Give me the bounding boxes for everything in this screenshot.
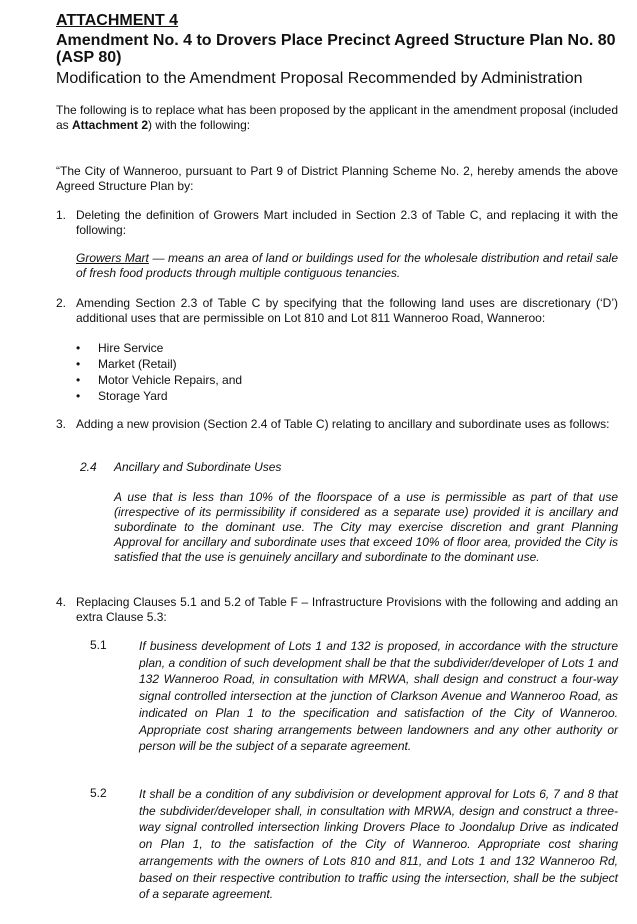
item-4-number: 4. xyxy=(56,595,67,609)
item-4-text: Replacing Clauses 5.1 and 5.2 of Table F – Infrastructure Provisions with the following and adding an extra Clause 5.3: xyxy=(76,595,618,624)
clause-5-1-text: If business development of Lots 1 and 132 is proposed, in accordance with the structure plan, a condition of such development shall be that the subdivider/developer of Lots 1 and 132 Wanneroo Road, in consultation with MRWA, shall design and construct a four-way signal controlled intersection at the junction of Clarkson Avenue and Wanneroo Road, as indicated on Plan 1 to the specification and satisfaction of the City of Wanneroo. Appropriate cost sharing arrangements between landowners and any other authority or person will be the subject of a separate agreement. xyxy=(139,639,618,754)
clause-5-2-number: 5.2 xyxy=(90,786,107,800)
amendment-quote: “The City of Wanneroo, pursuant to Part 9 of District Planning Scheme No. 2, hereby amends the above Agreed Structure Plan by: xyxy=(56,164,618,193)
document-subtitle: Modification to the Amendment Proposal Recommended by Administration xyxy=(56,70,583,87)
clause-5-2-text: It shall be a condition of any subdivision or development approval for Lots 6, 7 and 8 that the subdivider/developer shall, in consultation with MRWA, design and construct a three-way signal controlled intersection linking Drovers Place to Joondalup Drive as indicated on Plan 1, to the satisfaction of the City of Wanneroo. Appropriate cost sharing arrangements with the owners of Lots 810 and 811, and Lots 1 and 132 Wanneroo Rd, based on their respective contribution to traffic using the intersection, shall be the subject of a separate agreement. xyxy=(139,787,618,902)
list-item: • Market (Retail) xyxy=(76,356,242,372)
item-2-text: Amending Section 2.3 of Table C by specifying that the following land uses are discretionary (‘D’) additional uses that are permissible on Lot 810 and Lot 811 Wanneroo Road, Wanneroo: xyxy=(76,296,618,325)
definition-term: Growers Mart xyxy=(76,251,149,265)
section-body: A use that is less than 10% of the floorspace of a use is permissible as part of that use (irrespective of its permissibility if considered as a separate use) provided it is ancillary and subordinate to the dominant use. The City may exercise discretion and grant Planning Approval for ancillary and subordinate uses that exceed 10% of floor area, provided the City is satisfied that the use is genuinely ancillary and subordinate to the dominant use. xyxy=(114,490,618,564)
intro-text-before: The following is to replace what has been proposed by the applicant in the amendment proposal (included as xyxy=(56,103,618,132)
intro-paragraph xyxy=(56,103,618,133)
intro-bold-reference: Attachment 2 xyxy=(72,118,149,132)
section-number: 2.4 xyxy=(80,460,97,474)
document-title: Amendment No. 4 to Drovers Place Precinct Agreed Structure Plan No. 80 (ASP 80) xyxy=(56,32,616,66)
attachment-label: ATTACHMENT 4 xyxy=(56,12,179,29)
item-3-number: 3. xyxy=(56,417,67,431)
list-item: • Motor Vehicle Repairs, and xyxy=(76,372,242,388)
land-use-list xyxy=(76,340,242,404)
clause-5-1-number: 5.1 xyxy=(90,638,107,652)
intro-text-after: ) with the following: xyxy=(148,118,251,132)
item-1-number: 1. xyxy=(56,208,67,222)
item-3-text: Adding a new provision (Section 2.4 of Table C) relating to ancillary and subordinate uses as follows: xyxy=(76,417,610,431)
definition-text: — means an area of land or buildings used for the wholesale distribution and retail sale of fresh food products through multiple contiguous tenancies. xyxy=(76,251,619,280)
item-1-text: Deleting the definition of Growers Mart included in Section 2.3 of Table C, and replacing it with the following: xyxy=(76,208,618,237)
section-title: Ancillary and Subordinate Uses xyxy=(114,460,282,474)
item-2-number: 2. xyxy=(56,296,67,310)
list-item: • Hire Service xyxy=(76,340,242,356)
list-item: • Storage Yard xyxy=(76,388,242,404)
growers-mart-definition xyxy=(76,251,618,281)
